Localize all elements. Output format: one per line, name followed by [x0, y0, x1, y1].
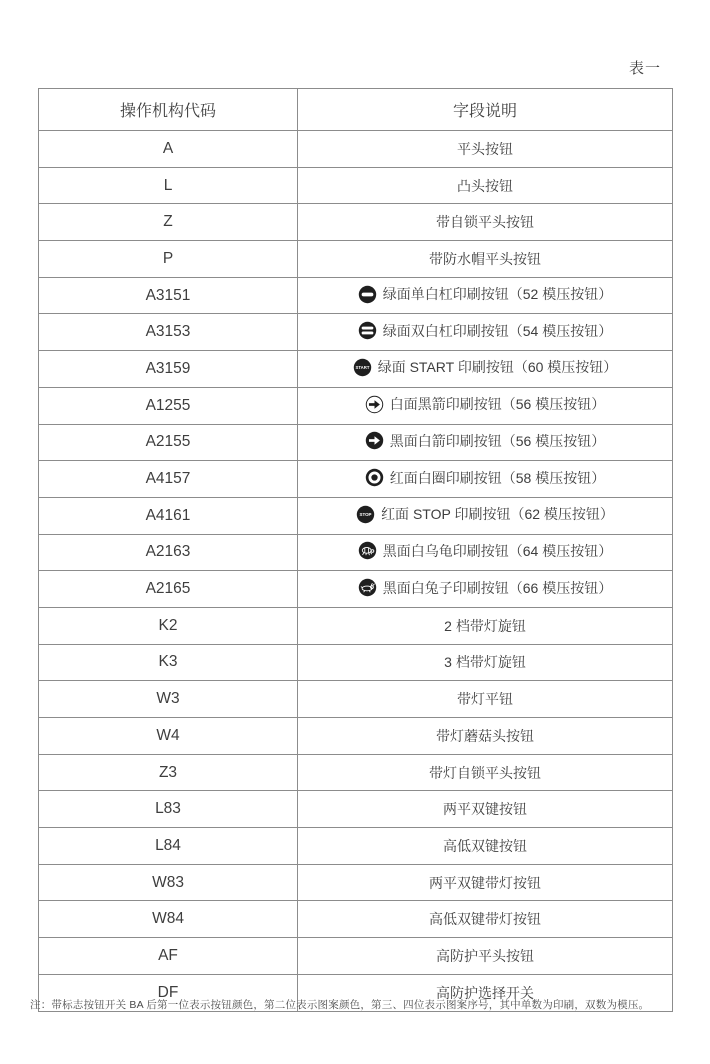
turtle-icon	[358, 541, 377, 560]
table-row	[39, 241, 673, 278]
code-cell: A2163	[39, 534, 298, 571]
code-cell: K3	[39, 644, 298, 681]
description-cell	[298, 131, 673, 168]
description-cell	[298, 938, 673, 975]
table-row	[39, 864, 673, 901]
description-text: 绿面单白杠印刷按钮（52 模压按钮）	[382, 286, 613, 303]
description-cell	[298, 681, 673, 718]
table-row	[39, 387, 673, 424]
description-text: 黑面白乌龟印刷按钮（64 模压按钮）	[382, 542, 613, 559]
code-cell: W4	[39, 718, 298, 755]
description-text: 黑面白箭印刷按钮（56 模压按钮）	[389, 432, 606, 449]
description-cell	[298, 571, 673, 608]
description-cell	[298, 644, 673, 681]
header-row	[39, 89, 673, 131]
table-row	[39, 718, 673, 755]
table-row	[39, 204, 673, 241]
column-header-description: 字段说明	[298, 89, 673, 131]
description-cell	[298, 241, 673, 278]
code-cell: A3151	[39, 277, 298, 314]
code-cell: A3159	[39, 351, 298, 388]
code-cell: A1255	[39, 387, 298, 424]
description-text: 两平双键按钮	[443, 801, 527, 818]
description-cell	[298, 167, 673, 204]
description-cell	[298, 718, 673, 755]
double-white-bar-icon	[358, 321, 377, 340]
table-row	[39, 754, 673, 791]
description-cell	[298, 424, 673, 461]
code-cell: W3	[39, 681, 298, 718]
table-row	[39, 791, 673, 828]
description-cell	[298, 864, 673, 901]
description-text: 凸头按钮	[457, 177, 513, 194]
table-row	[39, 938, 673, 975]
code-cell: AF	[39, 938, 298, 975]
svg-text:START: START	[355, 364, 370, 370]
white-arrow-icon	[365, 431, 384, 450]
code-cell: L84	[39, 828, 298, 865]
table-row	[39, 131, 673, 168]
description-text: 带防水帽平头按钮	[429, 250, 541, 267]
description-cell	[298, 277, 673, 314]
code-cell: DF	[39, 974, 298, 1011]
description-text: 红面白圈印刷按钮（58 模压按钮）	[389, 469, 606, 486]
description-text: 绿面双白杠印刷按钮（54 模压按钮）	[382, 322, 613, 339]
code-cell: A	[39, 131, 298, 168]
code-cell: Z3	[39, 754, 298, 791]
code-cell: W84	[39, 901, 298, 938]
description-text: 红面 STOP 印刷按钮（62 模压按钮）	[381, 506, 614, 523]
table-row	[39, 424, 673, 461]
footnote: 注：带标志按钮开关 BA 后第一位表示按钮颜色，第二位表示图案颜色，第三、四位表示图案序号，其中单数为印刷，双数为模压。	[30, 999, 650, 1011]
table-row	[39, 828, 673, 865]
code-cell: Z	[39, 204, 298, 241]
description-text: 带灯平钮	[457, 691, 513, 708]
table-row	[39, 571, 673, 608]
table-caption: 表一	[628, 60, 661, 77]
description-text: 绿面 START 印刷按钮（60 模压按钮）	[377, 359, 618, 376]
description-text: 高防护选择开关	[436, 984, 534, 1001]
description-text: 3 档带灯旋钮	[444, 654, 526, 671]
code-cell: A4157	[39, 461, 298, 498]
table-row	[39, 607, 673, 644]
description-text: 两平双键带灯按钮	[429, 874, 541, 891]
description-text: 高低双键按钮	[443, 837, 527, 854]
code-cell: K2	[39, 607, 298, 644]
description-cell	[298, 534, 673, 571]
svg-text:STOP: STOP	[359, 511, 372, 517]
description-cell	[298, 901, 673, 938]
description-text: 2 档带灯旋钮	[444, 617, 526, 634]
start-icon	[353, 358, 372, 377]
description-cell	[298, 828, 673, 865]
code-cell: A4161	[39, 497, 298, 534]
code-cell: A2165	[39, 571, 298, 608]
description-text: 平头按钮	[457, 140, 513, 157]
table-row	[39, 277, 673, 314]
table-row	[39, 681, 673, 718]
table-row	[39, 461, 673, 498]
description-cell	[298, 351, 673, 388]
description-cell	[298, 461, 673, 498]
description-text: 高低双键带灯按钮	[429, 911, 541, 928]
description-text: 带自锁平头按钮	[436, 214, 534, 231]
description-cell	[298, 607, 673, 644]
operator-code-table	[38, 88, 673, 1012]
table-row	[39, 167, 673, 204]
description-cell	[298, 754, 673, 791]
table-row	[39, 351, 673, 388]
code-cell: L	[39, 167, 298, 204]
rabbit-icon	[358, 578, 377, 597]
description-cell	[298, 387, 673, 424]
description-text: 白面黑箭印刷按钮（56 模压按钮）	[389, 396, 606, 413]
description-text: 带灯蘑菇头按钮	[436, 727, 534, 744]
description-cell	[298, 314, 673, 351]
table-row	[39, 497, 673, 534]
code-cell: P	[39, 241, 298, 278]
description-text: 黑面白兔子印刷按钮（66 模压按钮）	[382, 579, 613, 596]
code-cell: L83	[39, 791, 298, 828]
white-ring-icon	[365, 468, 384, 487]
single-white-bar-icon	[358, 285, 377, 304]
description-text: 带灯自锁平头按钮	[429, 764, 541, 781]
black-arrow-icon	[365, 395, 384, 414]
stop-icon	[356, 505, 375, 524]
code-cell: W83	[39, 864, 298, 901]
code-cell: A3153	[39, 314, 298, 351]
table-row	[39, 644, 673, 681]
description-text: 高防护平头按钮	[436, 947, 534, 964]
code-cell: A2155	[39, 424, 298, 461]
description-cell	[298, 791, 673, 828]
column-header-code: 操作机构代码	[39, 89, 298, 131]
description-cell	[298, 497, 673, 534]
table-row	[39, 901, 673, 938]
table-row	[39, 314, 673, 351]
table-row	[39, 534, 673, 571]
description-cell	[298, 204, 673, 241]
